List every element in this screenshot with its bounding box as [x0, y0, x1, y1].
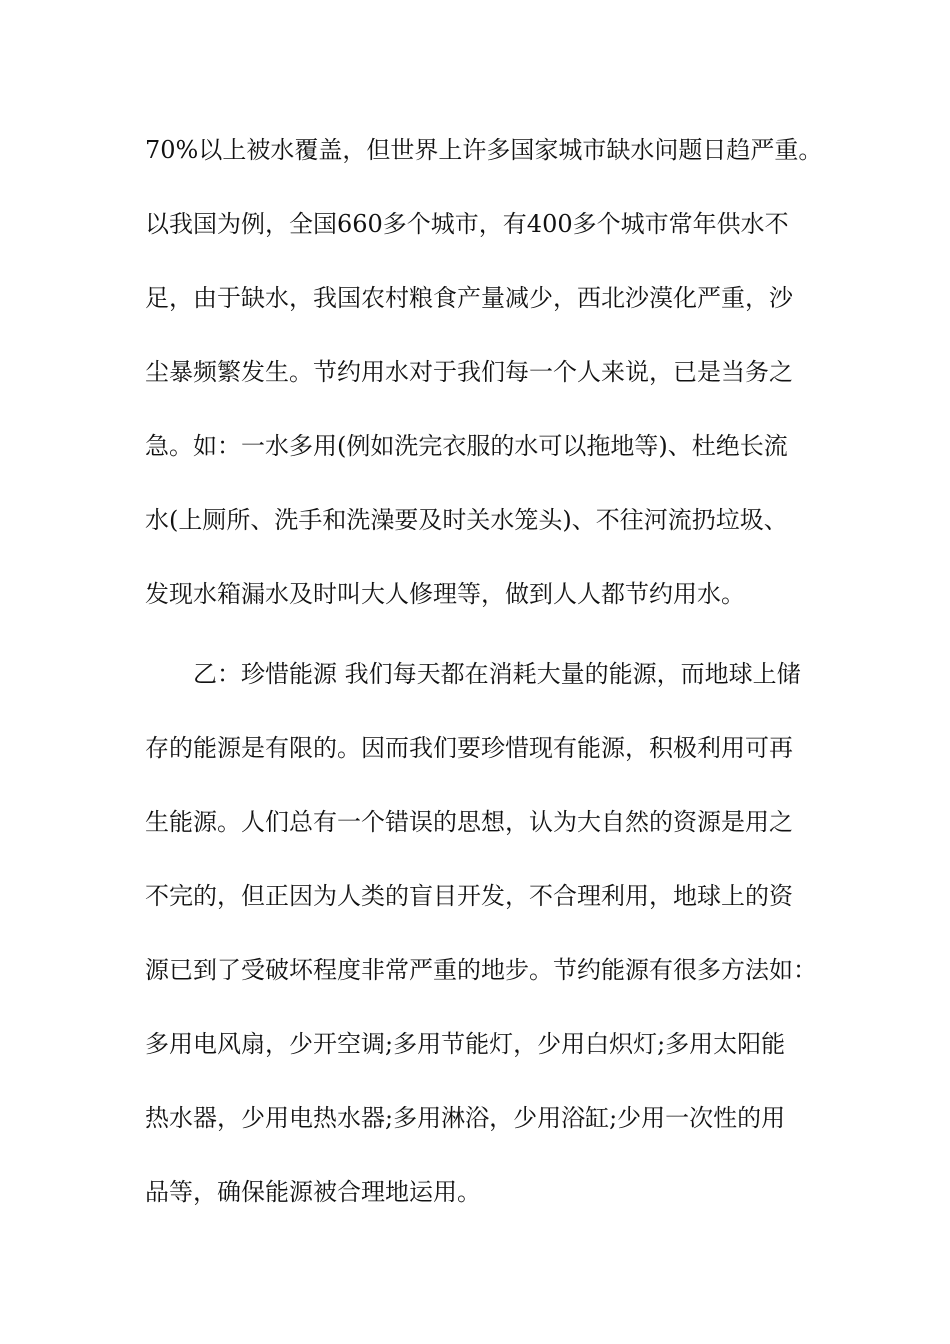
text-line: 水(上厕所、洗手和洗澡要及时关水笼头)、不往河流扔垃圾、 — [145, 506, 788, 534]
text-line: 70%以上被水覆盖，但世界上许多国家城市缺水问题日趋严重。 — [145, 136, 823, 164]
text-line: 足，由于缺水，我国农村粮食产量减少，西北沙漠化严重，沙 — [145, 284, 793, 312]
text-line: 尘暴频繁发生。节约用水对于我们每一个人来说，已是当务之 — [145, 358, 793, 386]
text-line: 生能源。人们总有一个错误的思想，认为大自然的资源是用之 — [145, 808, 793, 836]
text-line: 存的能源是有限的。因而我们要珍惜现有能源，积极利用可再 — [145, 734, 793, 762]
text-line: 不完的，但正因为人类的盲目开发，不合理利用，地球上的资 — [145, 882, 793, 910]
text-line: 热水器，少用电热水器;多用淋浴，少用浴缸;少用一次性的用 — [145, 1104, 786, 1132]
paragraph-heading-line: 乙：珍惜能源 我们每天都在消耗大量的能源，而地球上储 — [193, 660, 801, 688]
text-line: 源已到了受破坏程度非常严重的地步。节约能源有很多方法如： — [145, 956, 817, 984]
text-line: 多用电风扇，少开空调;多用节能灯，少用白炽灯;多用太阳能 — [145, 1030, 786, 1058]
text-line: 以我国为例，全国660多个城市，有400多个城市常年供水不 — [145, 210, 789, 238]
text-line: 急。如：一水多用(例如洗完衣服的水可以拖地等)、杜绝长流 — [145, 432, 788, 460]
text-line: 发现水箱漏水及时叫大人修理等，做到人人都节约用水。 — [145, 580, 745, 608]
text-line: 品等，确保能源被合理地运用。 — [145, 1178, 481, 1206]
